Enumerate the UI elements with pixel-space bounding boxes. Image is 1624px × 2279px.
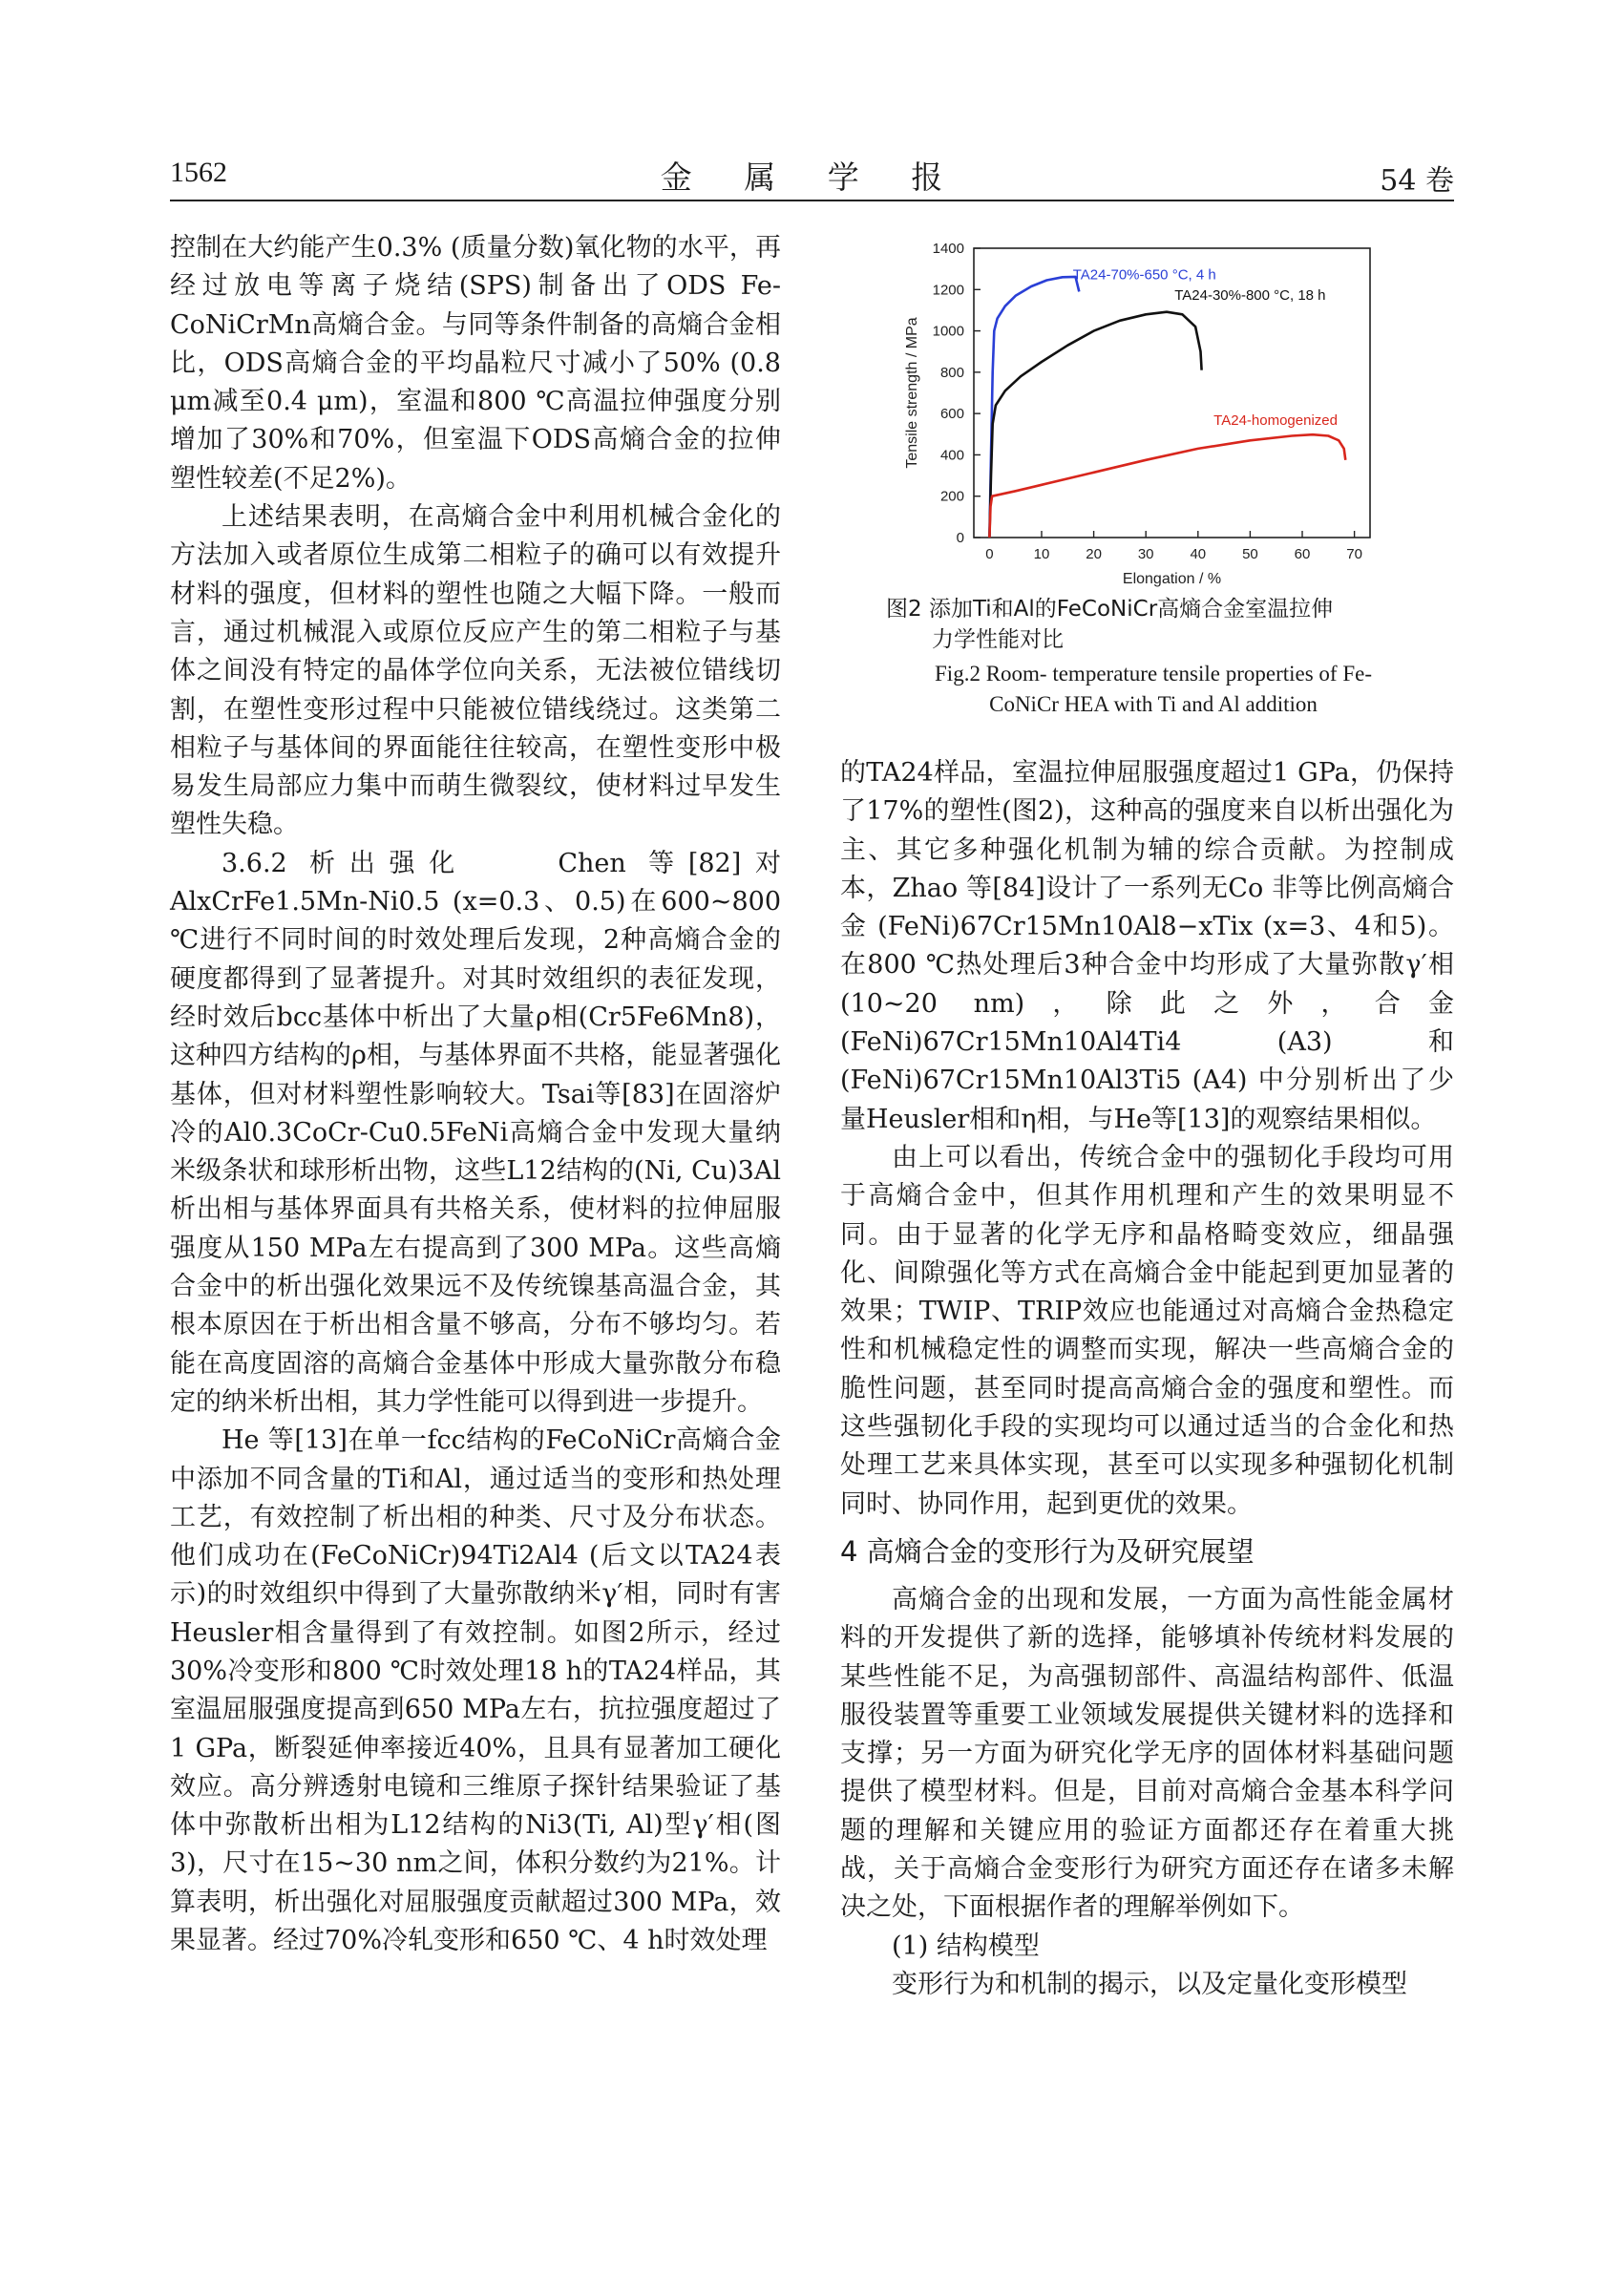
page-number: 1562 bbox=[170, 157, 227, 188]
figure-caption-cn bbox=[886, 594, 1421, 655]
y-tick-label: 800 bbox=[939, 364, 964, 381]
y-axis-label: Tensile strength / MPa bbox=[904, 317, 920, 469]
paragraph: He 等[13]在单一fcc结构的FeCoNiCr高熵合金中添加不同含量的Ti和Al，通过适当的变形和热处理工艺，有效控制了析出相的种类、尺寸及分布状态。他们成功在(FeCoNiCr)94Ti2Al4 (后文以TA24表示)的时效组织中得到了大量弥散纳米γ′相，同时有害Heusler相含量得到了有效控制。如图2所示，经过30%冷变形和800 ℃时效处理18 h的TA24样品，其室温屈服强度提高到650 MPa左右，抗拉强度超过了1 GPa，断裂延伸率接近40%，且具有显著加工硬化效应。高分辨透射电镜和三维原子探针结果验证了基体中弥散析出相为L12结构的Ni3(Ti, Al)型γ′相(图3)，尺寸在15~30 nm之间，体积分数约为21%。计算表明，析出强化对屈服强度贡献超过300 MPa，效果显著。经过70%冷轧变形和650 ℃、4 h时效处理 bbox=[170, 1425, 781, 1956]
left-column bbox=[170, 229, 781, 1960]
caption-line: 图2 添加Ti和Al的FeCoNiCr高熵合金室温拉伸 bbox=[886, 597, 1334, 622]
section-3-6-2 bbox=[170, 845, 781, 1422]
series-label: TA24-70%-650 °C, 4 h bbox=[1072, 266, 1216, 284]
paragraph: 由上可以看出，传统合金中的强韧化手段均可用于高熵合金中，但其作用机理和产生的效果明显不同。由于显著的化学无序和晶格畸变效应，细晶强化、间隙强化等方式在高熵合金中能起到更加显著的效果；TWIP、TRIP效应也能通过对高熵合金热稳定性和机械稳定性的调整而实现，解决一些高熵合金的脆性问题，甚至同时提高高熵合金的强度和塑性。而这些强韧化手段的实现均可以通过适当的合金化和热处理工艺来具体实现，甚至可以实现多种强韧化机制同时、协同作用，起到更优的效果。 bbox=[840, 1142, 1454, 1519]
section-4-heading: 4 高熵合金的变形行为及研究展望 bbox=[840, 1534, 1255, 1568]
series-line bbox=[989, 312, 1201, 538]
x-tick-label: 20 bbox=[1086, 546, 1102, 562]
paragraph: 上述结果表明，在高熵合金中利用机械合金化的方法加入或者原位生成第二相粒子的确可以有效提升材料的强度，但材料的塑性也随之大幅下降。一般而言，通过机械混入或原位反应产生的第二相粒子与基体之间没有特定的晶体学位向关系，无法被位错线切割，在塑性变形过程中只能被位错线绕过。这类第二相粒子与基体间的界面能往往较高，在塑性变形中极易发生局部应力集中而萌生微裂纹，使材料过早发生塑性失稳。 bbox=[170, 502, 781, 840]
y-tick-label: 200 bbox=[939, 488, 964, 505]
series-line bbox=[989, 434, 1345, 538]
caption-line: CoNiCr HEA with Ti and Al addition bbox=[989, 692, 1318, 716]
x-tick-label: 40 bbox=[1190, 546, 1207, 562]
tensile-chart bbox=[878, 234, 1394, 597]
x-tick-label: 50 bbox=[1242, 546, 1258, 562]
y-tick-label: 1400 bbox=[932, 241, 964, 257]
volume-label: 54 卷 bbox=[1380, 164, 1454, 198]
series-line bbox=[989, 277, 1079, 538]
list-item: (1) 结构模型 bbox=[892, 1931, 1040, 1961]
y-tick-label: 0 bbox=[956, 530, 964, 546]
right-column bbox=[840, 754, 1454, 2004]
running-header bbox=[170, 151, 1454, 197]
caption-line: Fig.2 Room- temperature tensile properties of Fe- bbox=[935, 662, 1372, 686]
paragraph: Chen 等[82]对AlxCrFe1.5Mn-Ni0.5 (x=0.3、0.5)在600~800 ℃进行不同时间的时效处理后发现，2种高熵合金的硬度都得到了显著提升。对其时效组织的表征发现，经时效后bcc基体中析出了大量ρ相(Cr5Fe6Mn8)，这种四方结构的ρ相，与基体界面不共格，能显著强化基体，但对材料塑性影响较大。Tsai等[83]在固溶炉冷的Al0.3CoCr-Cu0.5FeNi高熵合金中发现大量纳米级条状和球形析出物，这些L12结构的(Ni, Cu)3Al析出相与基体界面具有共格关系，使材料的拉伸屈服强度从150 MPa左右提高到了300 MPa。这些高熵合金中的析出强化效果远不及传统镍基高温合金，其根本原因在于析出相含量不够高，分布不够均匀。若能在高度固溶的高熵合金基体中形成大量弥散分布稳定的纳米析出相，其力学性能可以得到进一步提升。 bbox=[170, 848, 781, 1417]
x-tick-label: 60 bbox=[1294, 546, 1311, 562]
x-tick-label: 30 bbox=[1137, 546, 1154, 562]
section-heading: 3.6.2 析出强化 bbox=[221, 848, 470, 878]
x-tick-label: 10 bbox=[1033, 546, 1050, 562]
series-label: TA24-homogenized bbox=[1213, 412, 1338, 430]
paragraph: 变形行为和机制的揭示，以及定量化变形模型 bbox=[892, 1969, 1407, 1999]
y-tick-label: 1200 bbox=[932, 282, 964, 299]
journal-title: 金 属 学 报 bbox=[660, 158, 964, 196]
header-rule bbox=[170, 200, 1454, 201]
x-tick-label: 70 bbox=[1346, 546, 1362, 562]
paragraph: 高熵合金的出现和发展，一方面为高性能金属材料的开发提供了新的选择，能够填补传统材料发展的某些性能不足，为高强韧部件、高温结构部件、低温服役装置等重要工业领域发展提供关键材料的选择和支撑；另一方面为研究化学无序的固体材料基础问题提供了模型材料。但是，目前对高熵合金基本科学问题的理解和关键应用的验证方面都还存在着重大挑战，关于高熵合金变形行为研究方面还存在诸多未解决之处，下面根据作者的理解举例如下。 bbox=[840, 1584, 1454, 1923]
series-label: TA24-30%-800 °C, 18 h bbox=[1174, 287, 1326, 305]
paragraph: 的TA24样品，室温拉伸屈服强度超过1 GPa，仍保持了17%的塑性(图2)，这种高的强度来自以析出强化为主、其它多种强化机制为辅的综合贡献。为控制成本，Zhao 等[84]设计了一系列无Co 非等比例高熵合金 (FeNi)67Cr15Mn10Al8−xTix (x=3、4和5)。在800 ℃热处理后3种合金中均形成了大量弥散γ′相(10~20 nm)，除此之外，合金(FeNi)67Cr15Mn10Al4Ti4 (A3) 和 (FeNi)67Cr15Mn10Al3Ti5 (A4) 中分别析出了少量Heusler相和η相，与He等[13]的观察结果相似。 bbox=[840, 758, 1454, 1134]
y-tick-label: 600 bbox=[939, 406, 964, 423]
x-tick-label: 0 bbox=[985, 546, 994, 562]
figure-caption-en bbox=[886, 659, 1421, 720]
paragraph: 控制在大约能产生0.3% (质量分数)氧化物的水平，再经过放电等离子烧结(SPS)制备出了ODS Fe-CoNiCrMn高熵合金。与同等条件制备的高熵合金相比，ODS高熵合金的平均晶粒尺寸减小了50% (0.8 μm减至0.4 μm)，室温和800 ℃高温拉伸强度分别增加了30%和70%，但室温下ODS高熵合金的拉伸塑性较差(不足2%)。 bbox=[170, 233, 781, 494]
y-tick-label: 400 bbox=[939, 447, 964, 464]
figure-2 bbox=[878, 234, 1394, 597]
caption-line: 力学性能对比 bbox=[932, 627, 1064, 652]
y-tick-label: 1000 bbox=[932, 323, 964, 340]
x-axis-label: Elongation / % bbox=[1122, 571, 1222, 587]
